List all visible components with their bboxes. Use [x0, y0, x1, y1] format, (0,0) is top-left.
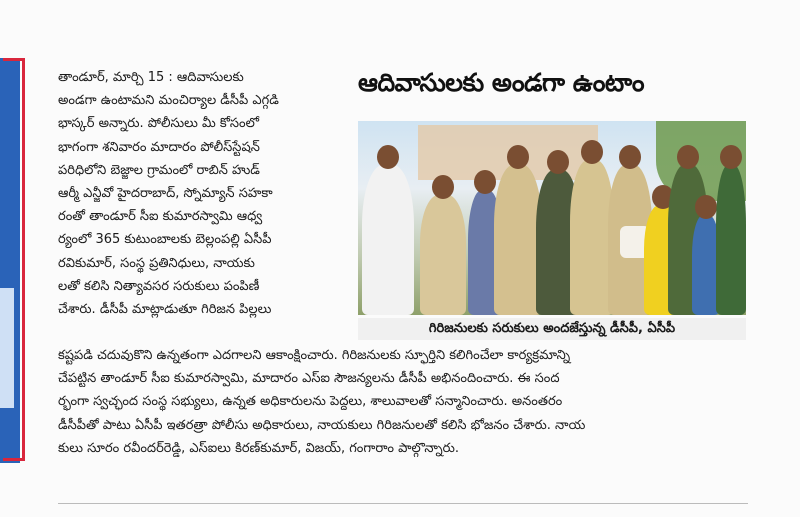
photo-person	[420, 195, 466, 315]
article-line: ర్భంగా స్వచ్ఛంద సంస్థ సభ్యులు, ఉన్నత అధికారులను పెద్దలు, శాలువాలతో సన్మానించారు. అనంతరం	[58, 394, 563, 410]
article-line: కష్టపడి చదువుకొని ఉన్నతంగా ఎదగాలని ఆకాంక్షించారు. గిరిజనులకు స్ఫూర్తిని కలిగించేలా కార్యక్రమాన్ని	[58, 348, 571, 363]
photo-person	[362, 165, 414, 315]
column-divider-rule	[58, 503, 748, 504]
article-line: తాండూర్, మార్చి 15 : ఆదివాసులకు	[58, 70, 244, 85]
photo-person	[716, 165, 746, 315]
adjacent-column-edge	[0, 58, 30, 463]
article-line: అండగా ఉంటామని మంచిర్యాల డీసీపీ ఎగ్గడి	[58, 93, 279, 109]
photo-caption: గిరిజనులకు సరుకులు అందజేస్తున్న డీసీపీ, ఏసీపీ	[358, 318, 746, 340]
article-lead-column	[58, 66, 356, 321]
news-photo	[358, 121, 746, 315]
article-line: కులు సూరం రవీందర్‌రెడ్డి, ఎస్ఐలు కిరణ్‌కుమార్, విజయ్, గంగారాం పాల్గొన్నారు.	[58, 440, 459, 456]
article-line: చేశారు. డీసీపీ మాట్లాడుతూ గిరిజన పిల్లలు	[58, 301, 272, 317]
article-line: రంతో తాండూర్ సీఐ కుమారస్వామి ఆధ్వ	[58, 209, 263, 225]
photo-person	[494, 165, 542, 315]
article-line: లతో కలిసి నిత్యావసర సరుకులు పంపిణీ	[58, 278, 260, 294]
article-line: రవికుమార్, సంస్థ ప్రతినిధులు, నాయకు	[58, 255, 255, 271]
article-line: భాస్కర్ అన్నారు. పోలీసులు మీ కోసంలో	[58, 116, 259, 132]
article-body-full-width	[58, 344, 748, 460]
news-article	[58, 66, 748, 496]
article-line: ఆర్మీ ఎన్జీవో హైదరాబాద్, స్నోమ్యాన్ సహకా	[58, 185, 273, 201]
article-line: పరిధిలోని బెజ్జాల గ్రామంలో రాబిన్ హుడ్	[58, 162, 260, 178]
article-line: భాగంగా శనివారం మాదారం పోలీస్‌స్టేషన్	[58, 139, 260, 155]
article-line: చేపట్టిన తాండూర్ సీఐ కుమారస్వామి, మాదారం ఎస్ఐ సౌజన్యలను డీసీపీ అభినందించారు. ఈ సంద	[58, 371, 560, 387]
red-border-edge	[3, 58, 25, 461]
article-headline: ఆదివాసులకు అండగా ఉంటాం	[358, 68, 645, 97]
article-line: ర్యంలో 365 కుటుంబాలకు బెల్లంపల్లి ఏసీపీ	[58, 232, 272, 248]
article-line: డీసీపీతో పాటు ఏసీపీ ఇతరత్రా పోలీసు అధికారులు, నాయకులు గిరిజనులతో కలిసి భోజనం చేశారు. నాయ	[58, 417, 586, 433]
